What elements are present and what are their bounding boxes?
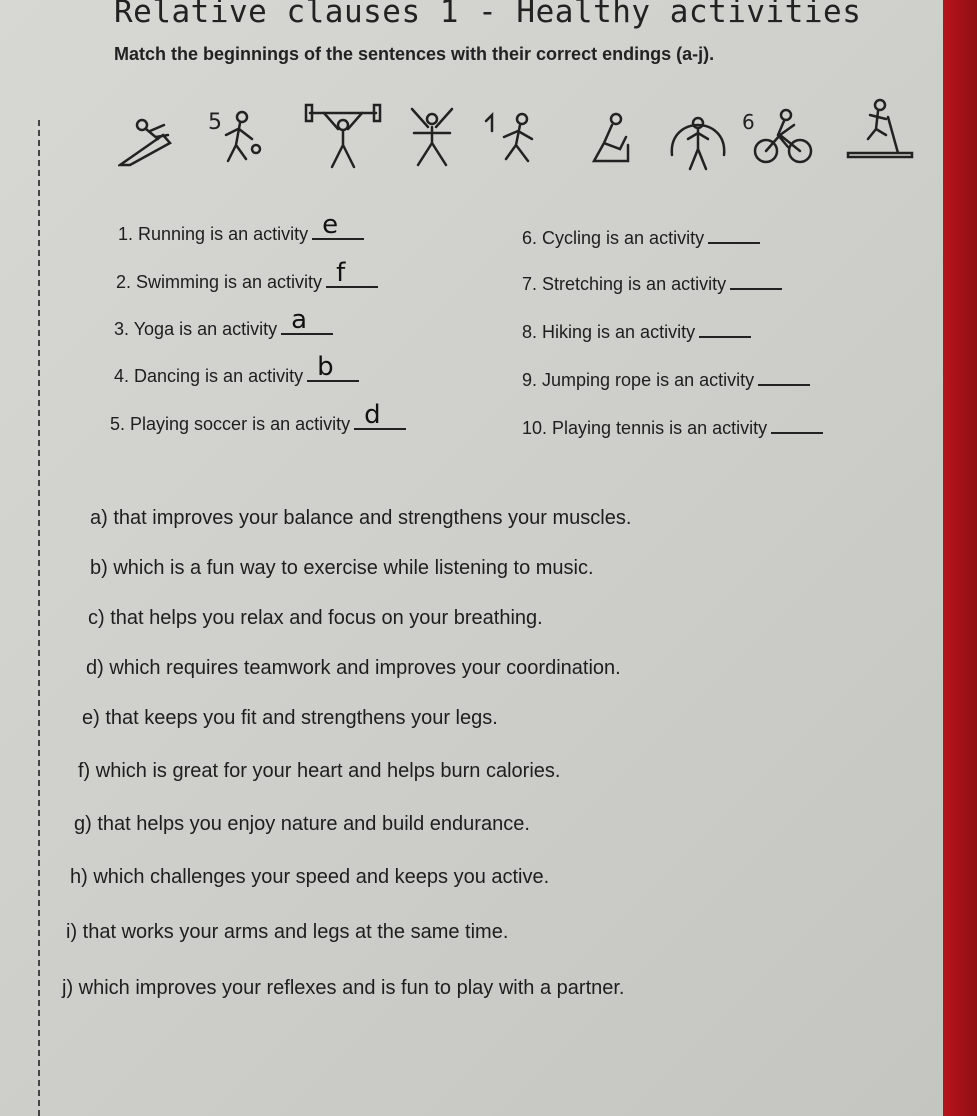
question-text: 4. Dancing is an activity — [114, 366, 304, 386]
answer-blank-10[interactable] — [771, 414, 823, 434]
red-background-edge — [943, 0, 977, 1116]
question-2 — [116, 258, 378, 293]
answer-blank-4[interactable] — [307, 352, 359, 382]
sit-ups-icon — [576, 95, 656, 175]
ending-f: f) which is great for your heart and helps burn calories. — [78, 760, 561, 782]
jumping-icon — [394, 95, 474, 175]
dashed-fold-line — [38, 120, 40, 1116]
answer-blank-6[interactable] — [708, 224, 760, 244]
weightlifting-icon — [304, 95, 384, 175]
answer-value: a — [291, 305, 308, 335]
question-3 — [114, 305, 333, 340]
ending-g: g) that helps you enjoy nature and build endurance. — [74, 813, 530, 835]
cycling-icon — [742, 95, 822, 175]
question-text: 1. Running is an activity — [118, 224, 309, 244]
question-7 — [522, 270, 782, 295]
answer-value: f — [336, 258, 346, 288]
ending-e: e) that keeps you fit and strengthens your legs. — [82, 707, 498, 729]
question-text: 3. Yoga is an activity — [114, 319, 278, 339]
question-text: 6. Cycling is an activity — [522, 228, 705, 248]
ending-d: d) which requires teamwork and improves your coordination. — [86, 657, 621, 679]
question-5 — [110, 400, 406, 435]
answer-value: e — [322, 210, 339, 240]
stretching-icon — [118, 95, 198, 175]
question-text: 2. Swimming is an activity — [116, 272, 323, 292]
stair-climber-icon — [838, 95, 918, 175]
question-text: 5. Playing soccer is an activity — [110, 414, 351, 434]
answer-value: b — [317, 352, 334, 382]
answer-blank-5[interactable] — [354, 400, 406, 430]
answer-blank-3[interactable] — [281, 305, 333, 335]
question-1 — [118, 210, 364, 245]
ending-b: b) which is a fun way to exercise while listening to music. — [90, 557, 594, 579]
answer-blank-9[interactable] — [758, 366, 810, 386]
ending-c: c) that helps you relax and focus on your breathing. — [88, 607, 543, 629]
answer-value: d — [364, 400, 381, 430]
question-9 — [522, 366, 810, 391]
svg-text:5: 5 — [208, 110, 222, 135]
question-text: 9. Jumping rope is an activity — [522, 370, 755, 390]
ending-a: a) that improves your balance and strengthens your muscles. — [90, 507, 632, 529]
question-4 — [114, 352, 359, 387]
question-text: 7. Stretching is an activity — [522, 274, 727, 294]
worksheet-title: Relative clauses 1 - Healthy activities — [114, 0, 862, 30]
running-icon — [206, 95, 286, 175]
sprinting-icon — [482, 95, 562, 175]
question-6 — [522, 224, 760, 249]
answer-blank-1[interactable] — [312, 210, 364, 240]
answer-blank-7[interactable] — [730, 270, 782, 290]
ending-i: i) that works your arms and legs at the same time. — [66, 921, 509, 943]
question-8 — [522, 318, 751, 343]
svg-text:6: 6 — [742, 110, 755, 134]
activity-icons-row — [118, 95, 918, 175]
ending-j: j) which improves your reflexes and is fun to play with a partner. — [62, 977, 625, 999]
question-10 — [522, 414, 823, 439]
jump-rope-icon — [658, 95, 738, 175]
answer-blank-8[interactable] — [699, 318, 751, 338]
ending-h: h) which challenges your speed and keeps you active. — [70, 866, 550, 888]
instruction-text: Match the beginnings of the sentences with their correct endings (a-j). — [114, 44, 715, 64]
question-text: 10. Playing tennis is an activity — [522, 418, 768, 438]
question-text: 8. Hiking is an activity — [522, 322, 696, 342]
answer-blank-2[interactable] — [326, 258, 378, 288]
